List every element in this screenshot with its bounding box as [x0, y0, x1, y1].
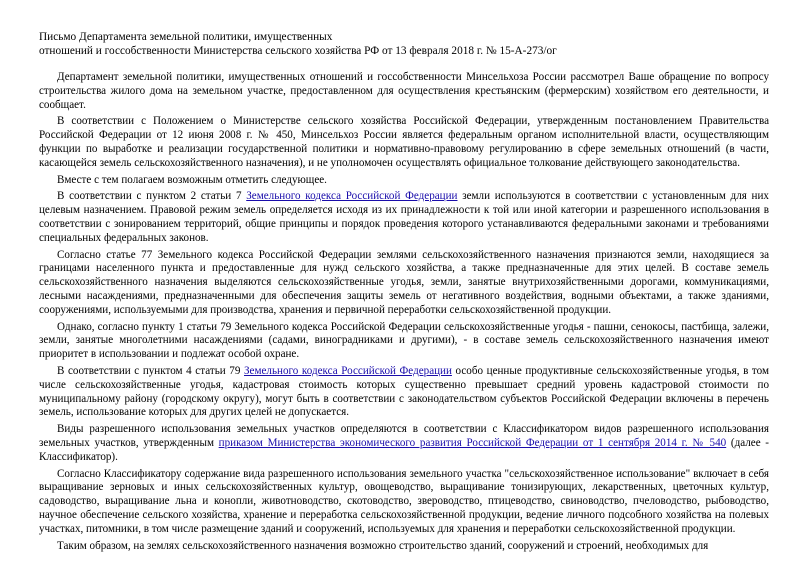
paragraph-8-text-before: Виды разрешенного использования земельных участков определяются в соответствии с Классификатором видов разрешенного использования земельных участков, утвержденным [39, 423, 769, 449]
paragraph-4 [39, 190, 769, 245]
land-code-link[interactable]: Земельного кодекса Российской Федерации [246, 190, 458, 203]
paragraph-1: Департамент земельной политики, имущественных отношений и госсобственности Минсельхоза России рассмотрел Ваше обращение по вопросу строительства жилого дома на земельном участке, предоставленном для осуществления крестьянским (фермерским) хозяйством его деятельности, и сообщает. [39, 71, 769, 111]
paragraph-3: Вместе с тем полагаем возможным отметить следующее. [57, 173, 327, 186]
paragraph-7 [39, 365, 769, 420]
paragraph-8 [39, 423, 769, 464]
document-title [39, 30, 769, 58]
paragraph-5: Согласно статье 77 Земельного кодекса Российской Федерации землями сельскохозяйственного назначения признаются земли, находящиеся за границами населенного пункта и предоставленные для нужд сельского хозяйства, а также предназначенные для этих целей. В составе земель сельскохозяйственного назначения выделяются сельскохозяйственные угодья, земли, занятые внутрихозяйственными дорогами, коммуникациями, лесными насаждениями, предназначенными для обеспечения защиты земель от негативного воздействия, водными объектами, а также зданиями, сооружениями, используемыми для производства, хранения и первичной переработки сельскохозяйственной продукции. [39, 248, 769, 316]
document [39, 30, 769, 553]
paragraph-2: В соответствии с Положением о Министерстве сельского хозяйства Российской Федерации, утвержденным постановлением Правительства Российской Федерации от 12 июня 2008 г. № 450, Минсельхоз России является федеральным органом исполнительной власти, осуществляющим функции по выработке и реализации государственной политики и нормативно-правовому регулированию в сфере земельных отношений (в части, касающейся земель сельскохозяйственного назначения), и не уполномочен осуществлять официальное толкование действующего законодательства. [39, 115, 769, 169]
paragraph-10: Таким образом, на землях сельскохозяйственного назначения возможно строительство зданий, сооружений и строений, необходимых для [57, 539, 709, 552]
paragraph-6: Однако, согласно пункту 1 статьи 79 Земельного кодекса Российской Федерации сельскохозяйственные угодья - пашни, сенокосы, пастбища, залежи, земли, занятые многолетними насаждениями (садами, виноградниками и другими), - в составе земель сельскохозяйственного назначения имеют приоритет в использовании и подлежат особой охране. [39, 320, 769, 361]
title-line-2: отношений и госсобственности Министерства сельского хозяйства РФ от 13 февраля 2018 г. № 15-А-273/ог [39, 45, 557, 57]
paragraph-4-text-after: земли используются в соответствии с установленным для них целевым назначением. Правовой режим земель определяется исходя из их принадлежности к той или иной категории и разрешенного использования в соответствии с зонированием территорий, общие принципы и порядок проведения которого устанавливаются федеральными законами и требованиями специальных федеральных законов. [39, 190, 769, 244]
paragraph-9: Согласно Классификатору содержание вида разрешенного использования земельного участка "сельскохозяйственное использование" включает в себя выращивание зерновых и иных сельскохозяйственных культур, овощеводство, выращивание тонизирующих, лекарственных, цветочных культур, садоводство, выращивание льна и конопли, животноводство, скотоводство, звероводство, птицеводство, свиноводство, пчеловодство, рыбоводство, научное обеспечение сельского хозяйства, хранение и переработка сельскохозяйственной продукции, ведение личного подсобного хозяйства на полевых участках, питомники, в том числе размещение зданий и сооружений, используемых для хранения и переработки сельскохозяйственной продукции. [39, 467, 769, 535]
paragraph-8-text-after: (далее - Классификатор). [39, 436, 769, 463]
ministry-order-link[interactable]: приказом Министерства экономического развития Российской Федерации от 1 сентября 2014 г. № 540 [218, 436, 727, 449]
paragraph-4-text-before: В соответствии с пунктом 2 статьи 7 [57, 190, 247, 203]
paragraph-7-text-after: особо ценные продуктивные сельскохозяйственные угодья, в том числе сельскохозяйственные угодья, кадастровая стоимость которых существенно превышает средний уровень кадастровой стоимости по муниципальному району (городскому округу), могут быть в соответствии с законодательством субъектов Российской Федерации включены в перечень земель, использование которых для других целей не допускается. [39, 364, 769, 419]
land-code-link[interactable]: Земельного кодекса Российской Федерации [244, 364, 452, 377]
paragraph-7-text-before: В соответствии с пунктом 4 статьи 79 [57, 364, 244, 377]
title-line-1: Письмо Департамента земельной политики, имущественных [39, 31, 333, 43]
